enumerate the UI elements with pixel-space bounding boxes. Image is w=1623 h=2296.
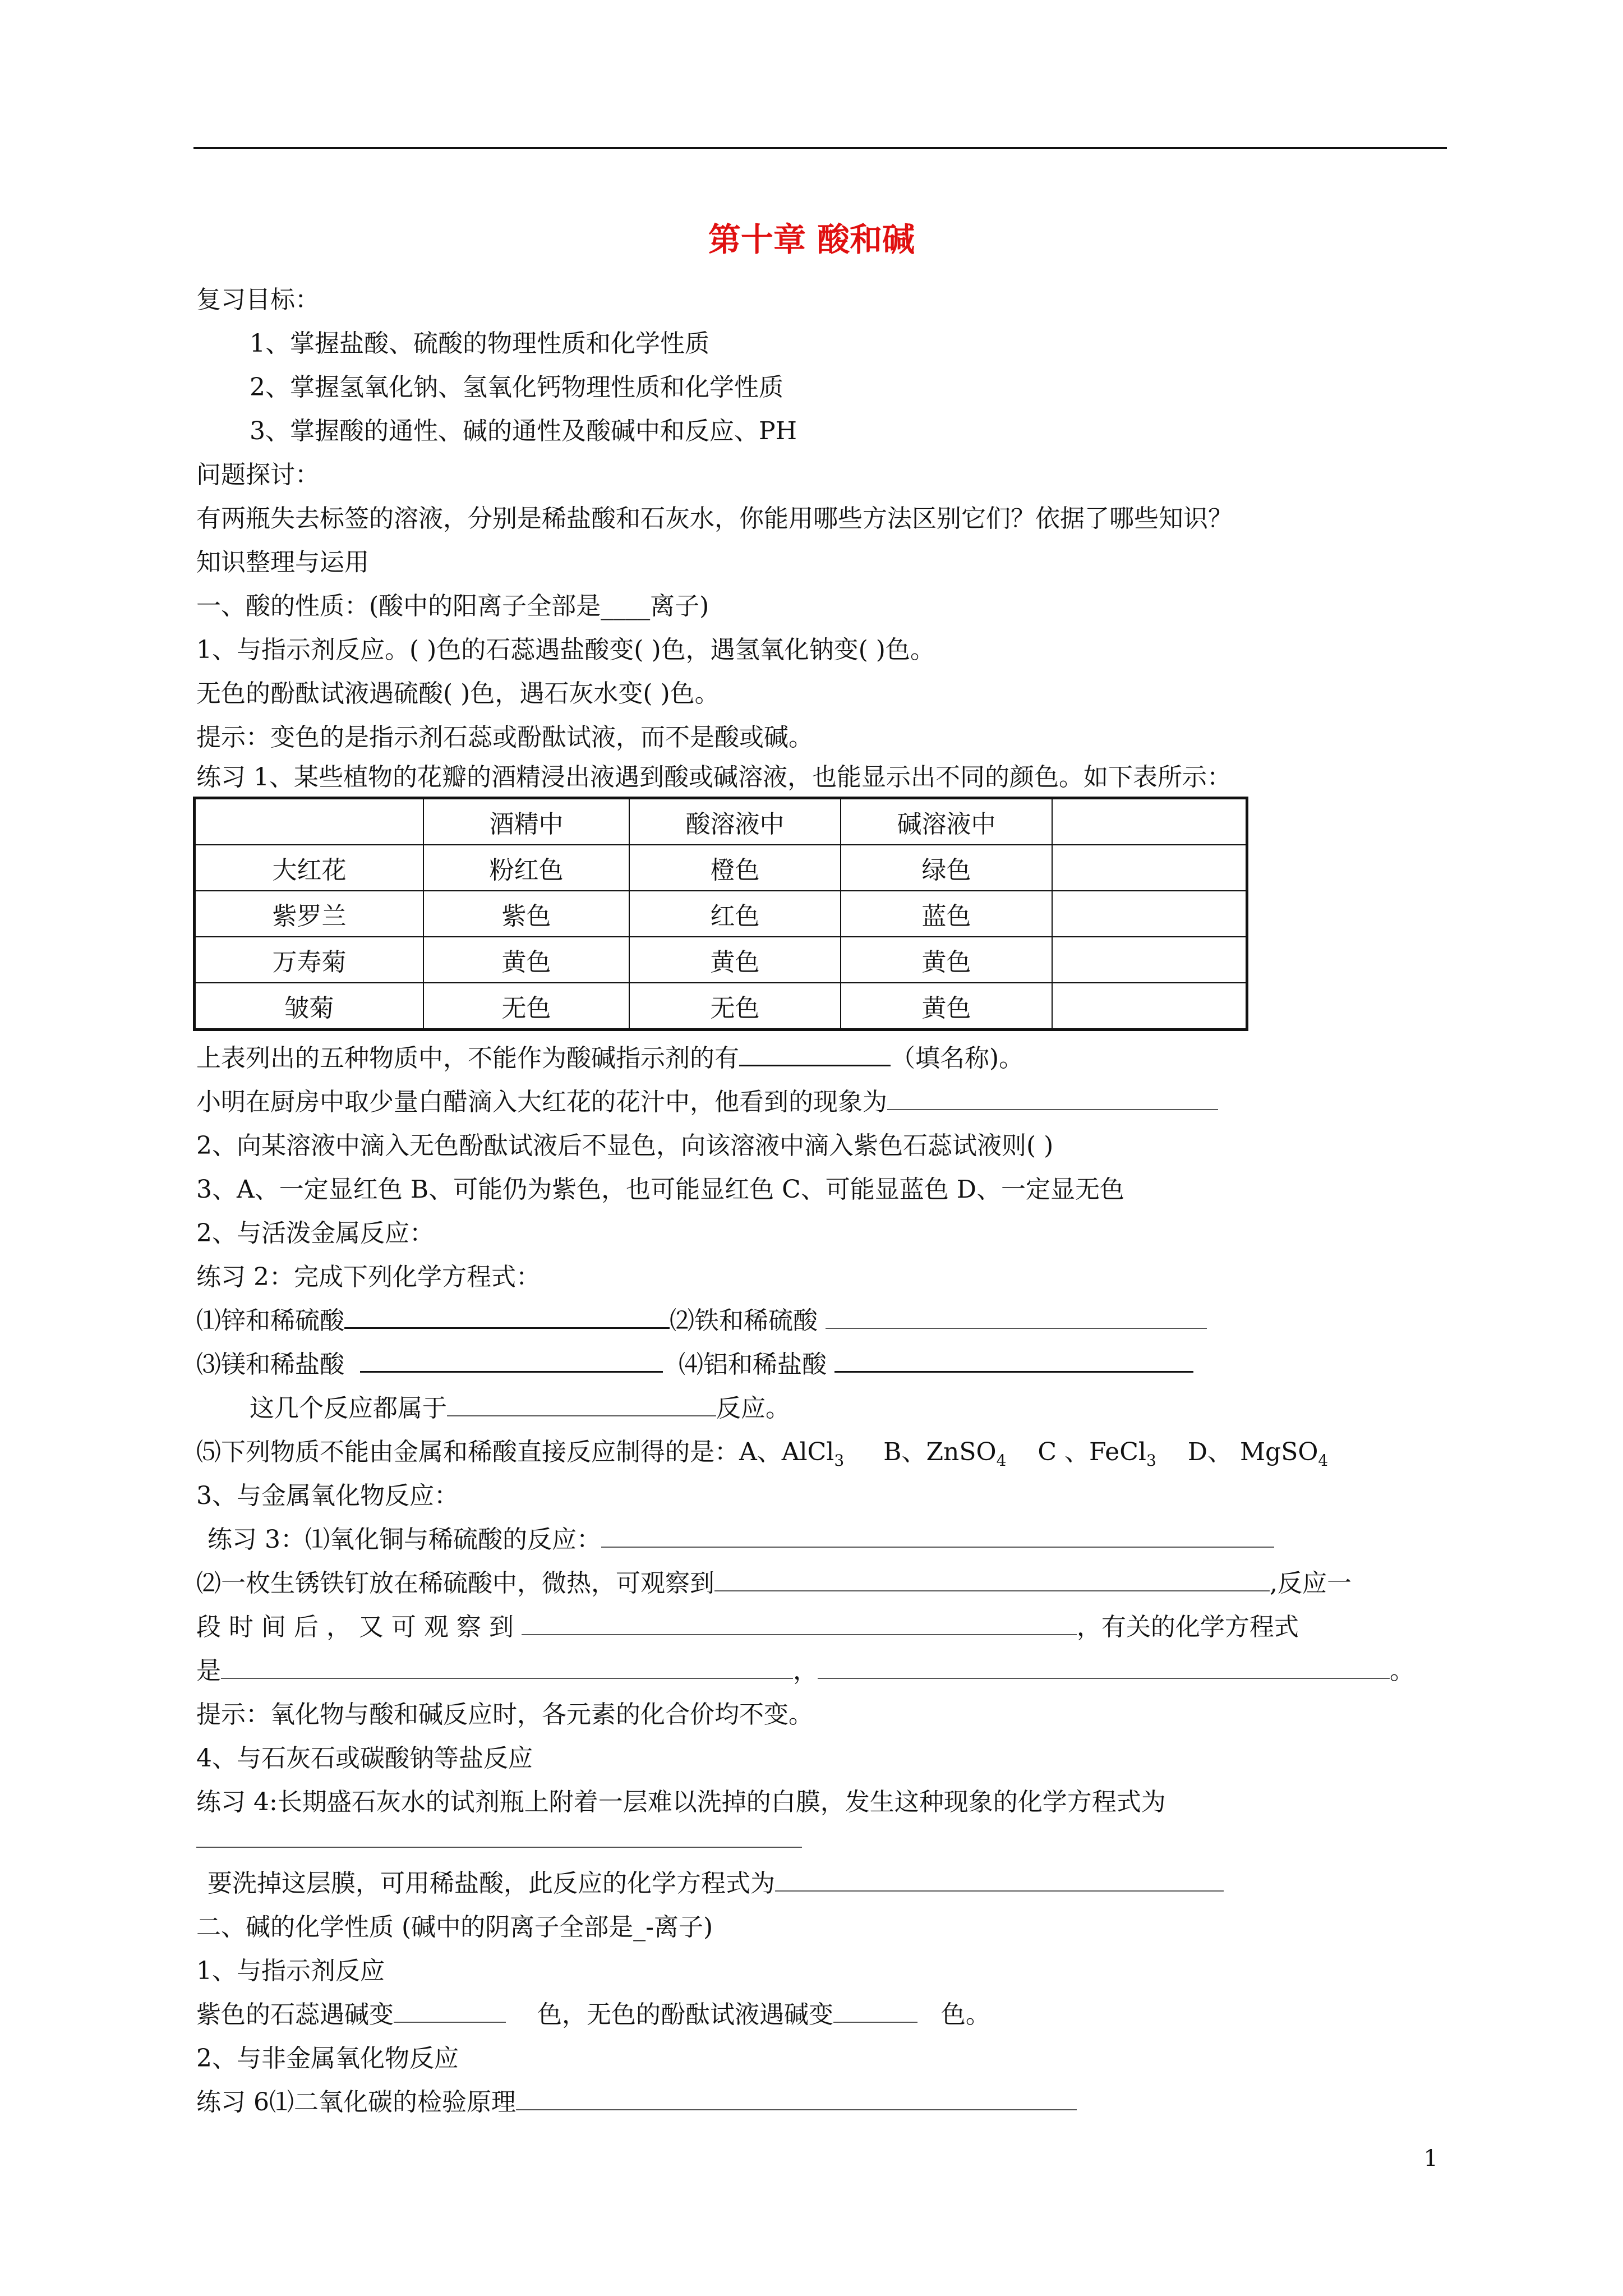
answer-blank[interactable] (818, 1655, 1390, 1679)
table-cell: 紫罗兰 (195, 891, 424, 937)
answer-blank[interactable] (522, 1612, 1077, 1635)
review-item-3: 3、掌握酸的通性、碱的通性及酸碱中和反应、PH (250, 417, 797, 445)
table-row (195, 845, 1247, 891)
acid-heading: 一、酸的性质：(酸中的阳离子全部是____离子) (196, 592, 709, 620)
answer-blank[interactable] (221, 1655, 793, 1679)
practice-2: 练习 2：完成下列化学方程式： (196, 1263, 541, 1291)
table-row (195, 983, 1247, 1030)
review-item-1: 1、掌握盐酸、硫酸的物理性质和化学性质 (250, 329, 709, 358)
question-2: 2、向某溶液中滴入无色酚酞试液后不显色，向该溶液中滴入紫色石蕊试液则( ) (196, 1131, 1054, 1160)
table-cell: 大红花 (195, 845, 424, 891)
rust-line-2: 段 时 间 后 ， 又 可 观 察 到 ，有关的化学方程式 (196, 1613, 1299, 1641)
discussion-question: 有两瓶失去标签的溶液，分别是稀盐酸和石灰水，你能用哪些方法区别它们？依据了哪些知识？ (196, 504, 1233, 533)
table-cell: 绿色 (841, 845, 1052, 891)
review-heading: 复习目标： (196, 286, 320, 314)
table-cell: 黄色 (629, 937, 841, 983)
answer-blank[interactable] (344, 1305, 670, 1329)
answer-blank[interactable] (833, 1999, 917, 2023)
rust-equations-line: 是 ， 。 (196, 1657, 1414, 1685)
table-cell: 紫色 (423, 891, 629, 937)
table-cell (1052, 937, 1247, 983)
answer-blank[interactable] (516, 2087, 1077, 2110)
answer-blank[interactable] (739, 1042, 891, 1066)
answer-blank[interactable] (394, 1999, 506, 2023)
table-cell (1052, 983, 1247, 1030)
table-header-cell (195, 798, 424, 845)
base-heading: 二、碱的化学性质 (碱中的阴离子全部是_-离子) (196, 1913, 713, 1941)
metal-heading: 2、与活泼金属反应： (196, 1219, 434, 1248)
practice-4: 练习 4:长期盛石灰水的试剂瓶上附着一层难以洗掉的白膜，发生这种现象的化学方程式为 (196, 1788, 1166, 1816)
chapter-title: 第十章 酸和碱 (708, 220, 915, 259)
acid-tip: 提示：变色的是指示剂石蕊或酚酞试液，而不是酸或碱。 (196, 723, 813, 752)
practice-6: 练习 6⑴二氧化碳的检验原理 (196, 2086, 1077, 2119)
practice-1: 练习 1、某些植物的花瓣的酒精浸出液遇到酸或碱溶液，也能显示出不同的颜色。如下表所示： (196, 763, 1232, 792)
reaction-type-line: 这几个反应都属于 反应。 (250, 1394, 790, 1423)
base-indicator: 1、与指示剂反应 (196, 1957, 385, 1985)
table-cell (1052, 845, 1247, 891)
table-cell: 红色 (629, 891, 841, 937)
oxide-tip: 提示：氧化物与酸和碱反应时，各元素的化合价均不变。 (196, 1700, 813, 1729)
table-header-cell (1052, 798, 1247, 845)
answer-blank[interactable] (834, 1349, 1193, 1373)
table-question-line: 上表列出的五种物质中，不能作为酸碱指示剂的有 （填名称)。 (196, 1042, 1023, 1075)
rust-line: ⑵一枚生锈铁钉放在稀硫酸中，微热，可观察到 ,反应一 (196, 1569, 1352, 1598)
page-number: 1 (1423, 2146, 1438, 2171)
table-cell: 黄色 (841, 983, 1052, 1030)
answer-blank[interactable] (887, 1087, 1218, 1110)
header-rule (193, 147, 1447, 149)
table-cell: 黄色 (423, 937, 629, 983)
answer-blank[interactable] (826, 1305, 1207, 1329)
discussion-heading: 问题探讨： (196, 461, 320, 489)
equation-line-1: ⑴锌和稀硫酸 ⑵铁和稀硫酸 (196, 1304, 1207, 1338)
table-cell: 橙色 (629, 845, 841, 891)
equation-question-5: ⑸下列物质不能由金属和稀酸直接反应制得的是：A、AlCl$_3$ B、ZnSO$_4$ C 、FeCl$_3$ D、 MgSO$_4$ (196, 1438, 1329, 1470)
table-row (195, 891, 1247, 937)
acid-indicator-line: 1、与指示剂反应。( )色的石蕊遇盐酸变( )色，遇氢氧化钠变( )色。 (196, 636, 935, 664)
question-3-options: 3、A、一定显红色 B、可能仍为紫色，也可能显红色 C、可能显蓝色 D、一定显无色 (196, 1175, 1125, 1204)
wash-line: 要洗掉这层膜，可用稀盐酸，此反应的化学方程式为 (208, 1867, 1224, 1901)
base-nonmetal: 2、与非金属氧化物反应 (196, 2044, 459, 2073)
answer-blank[interactable] (196, 1824, 802, 1848)
table-row (195, 937, 1247, 983)
flower-indicator-table (193, 797, 1248, 1031)
answer-blank[interactable] (714, 1568, 1270, 1591)
table-header-cell: 酸溶液中 (629, 798, 841, 845)
table-cell: 蓝色 (841, 891, 1052, 937)
base-color-line: 紫色的石蕊遇碱变 色，无色的酚酞试液遇碱变 色。 (196, 2000, 990, 2029)
table-cell: 粉红色 (423, 845, 629, 891)
table-cell (1052, 891, 1247, 937)
phenomenon-line: 小明在厨房中取少量白醋滴入大红花的花汁中，他看到的现象为 (196, 1085, 1218, 1119)
table-header-row (195, 798, 1247, 845)
practice-4-answer (196, 1823, 802, 1857)
practice-3: 练习 3：⑴氧化铜与稀硫酸的反应： (208, 1523, 1274, 1557)
salt-heading: 4、与石灰石或碳酸钠等盐反应 (196, 1744, 533, 1773)
table-header-cell: 碱溶液中 (841, 798, 1052, 845)
table-header-cell: 酒精中 (423, 798, 629, 845)
answer-blank[interactable] (775, 1868, 1224, 1892)
table-cell: 黄色 (841, 937, 1052, 983)
table-cell: 皱菊 (195, 983, 424, 1030)
equation-line-2: ⑶镁和稀盐酸 ⑷铝和稀盐酸 (196, 1348, 1193, 1382)
review-item-2: 2、掌握氢氧化钠、氢氧化钙物理性质和化学性质 (250, 373, 783, 402)
oxide-heading: 3、与金属氧化物反应： (196, 1481, 459, 1510)
answer-blank[interactable] (601, 1524, 1274, 1548)
table-cell: 万寿菊 (195, 937, 424, 983)
acid-phenol-line: 无色的酚酞试液遇硫酸( )色，遇石灰水变( )色。 (196, 679, 720, 708)
answer-blank[interactable] (447, 1393, 716, 1416)
section-knowledge: 知识整理与运用 (196, 548, 369, 577)
answer-blank[interactable] (360, 1349, 663, 1373)
table-cell: 无色 (423, 983, 629, 1030)
table-cell: 无色 (629, 983, 841, 1030)
